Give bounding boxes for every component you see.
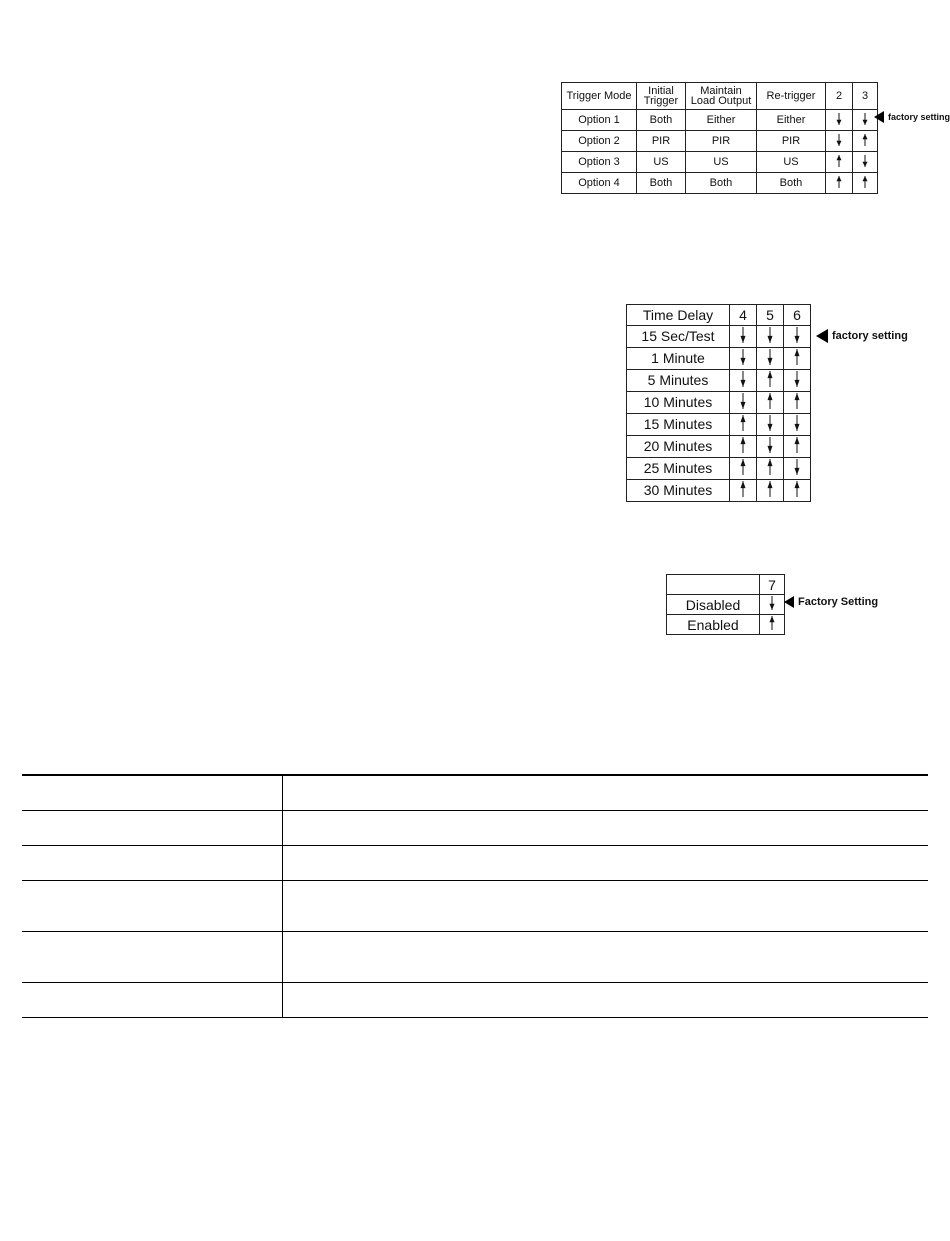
arrow-up-icon xyxy=(793,392,801,410)
switch-5-cell xyxy=(757,457,784,479)
column-header: 6 xyxy=(784,305,811,326)
time-delay-table xyxy=(626,304,811,502)
arrow-up-icon xyxy=(739,436,747,454)
column-header: 2 xyxy=(826,83,853,110)
maintain-load-cell: Both xyxy=(686,173,757,194)
table-cell xyxy=(283,881,929,932)
switch-6-cell xyxy=(784,347,811,369)
arrow-up-icon xyxy=(793,436,801,454)
enable-state-cell: Enabled xyxy=(667,615,760,635)
table-cell xyxy=(283,811,929,846)
table-cell xyxy=(283,983,929,1018)
table-row xyxy=(22,983,928,1018)
table-cell xyxy=(22,846,283,881)
arrow-up-icon xyxy=(739,414,747,432)
table-row xyxy=(22,846,928,881)
switch-4-cell xyxy=(730,325,757,347)
switch-3-cell xyxy=(853,131,878,152)
arrow-left-icon xyxy=(784,596,794,608)
initial-trigger-cell: Both xyxy=(637,110,686,131)
switch-6-cell xyxy=(784,435,811,457)
arrow-down-icon xyxy=(861,154,869,168)
table-row xyxy=(667,615,785,635)
arrow-up-icon xyxy=(861,175,869,189)
switch-5-cell xyxy=(757,479,784,501)
switch-5-cell xyxy=(757,435,784,457)
table-row xyxy=(562,173,878,194)
arrow-up-icon xyxy=(739,480,747,498)
retrigger-cell: Either xyxy=(757,110,826,131)
arrow-down-icon xyxy=(793,326,801,344)
arrow-up-icon xyxy=(766,392,774,410)
table-cell xyxy=(283,932,929,983)
column-header: 4 xyxy=(730,305,757,326)
enable-table xyxy=(666,574,785,635)
time-delay-cell: 25 Minutes xyxy=(627,457,730,479)
switch-2-cell xyxy=(826,131,853,152)
switch-6-cell xyxy=(784,325,811,347)
time-delay-cell: 30 Minutes xyxy=(627,479,730,501)
column-header: Re-trigger xyxy=(757,83,826,110)
switch-3-cell xyxy=(853,152,878,173)
column-header xyxy=(667,575,760,595)
switch-6-cell xyxy=(784,457,811,479)
arrow-down-icon xyxy=(739,370,747,388)
column-header: 5 xyxy=(757,305,784,326)
switch-7-cell xyxy=(760,615,785,635)
table-row xyxy=(627,413,811,435)
maintain-load-cell: Either xyxy=(686,110,757,131)
switch-6-cell xyxy=(784,479,811,501)
table-cell xyxy=(283,775,929,811)
table-row xyxy=(627,347,811,369)
switch-4-cell xyxy=(730,479,757,501)
trigger-mode-cell: Option 4 xyxy=(562,173,637,194)
switch-4-cell xyxy=(730,457,757,479)
retrigger-cell: PIR xyxy=(757,131,826,152)
table-row xyxy=(562,152,878,173)
time-delay-cell: 1 Minute xyxy=(627,347,730,369)
factory-setting-label: Factory Setting xyxy=(798,596,879,608)
table-row xyxy=(22,881,928,932)
switch-4-cell xyxy=(730,369,757,391)
switch-5-cell xyxy=(757,369,784,391)
switch-5-cell xyxy=(757,347,784,369)
table-cell xyxy=(22,775,283,811)
table-row xyxy=(667,595,785,615)
table-header-row xyxy=(562,83,878,110)
arrow-down-icon xyxy=(835,112,843,126)
table-header-row xyxy=(627,305,811,326)
arrow-up-icon xyxy=(766,370,774,388)
arrow-up-icon xyxy=(766,480,774,498)
retrigger-cell: Both xyxy=(757,173,826,194)
switch-5-cell xyxy=(757,391,784,413)
enable-factory-setting xyxy=(784,596,878,608)
arrow-up-icon xyxy=(861,133,869,147)
table-row xyxy=(627,457,811,479)
column-header: Maintain Load Output xyxy=(686,83,757,110)
arrow-left-icon xyxy=(816,329,828,343)
switch-2-cell xyxy=(826,152,853,173)
time-delay-cell: 5 Minutes xyxy=(627,369,730,391)
switch-6-cell xyxy=(784,369,811,391)
table-row xyxy=(22,775,928,811)
time-delay-cell: 20 Minutes xyxy=(627,435,730,457)
initial-trigger-cell: US xyxy=(637,152,686,173)
time-delay-cell: 15 Minutes xyxy=(627,413,730,435)
arrow-down-icon xyxy=(766,326,774,344)
column-header: Initial Trigger xyxy=(637,83,686,110)
maintain-load-cell: US xyxy=(686,152,757,173)
switch-5-cell xyxy=(757,325,784,347)
arrow-down-icon xyxy=(766,414,774,432)
switch-4-cell xyxy=(730,435,757,457)
trigger-mode-cell: Option 3 xyxy=(562,152,637,173)
switch-6-cell xyxy=(784,413,811,435)
delay-factory-setting xyxy=(816,329,908,343)
arrow-up-icon xyxy=(768,615,776,631)
column-header: Time Delay xyxy=(627,305,730,326)
arrow-up-icon xyxy=(739,458,747,476)
switch-4-cell xyxy=(730,391,757,413)
arrow-down-icon xyxy=(835,133,843,147)
table-cell xyxy=(22,932,283,983)
column-header: Trigger Mode xyxy=(562,83,637,110)
arrow-down-icon xyxy=(793,414,801,432)
arrow-down-icon xyxy=(766,436,774,454)
table-cell xyxy=(22,983,283,1018)
column-header: 3 xyxy=(853,83,878,110)
arrow-down-icon xyxy=(861,112,869,126)
switch-6-cell xyxy=(784,391,811,413)
factory-setting-label: factory setting xyxy=(832,330,908,342)
trigger-mode-cell: Option 1 xyxy=(562,110,637,131)
initial-trigger-cell: PIR xyxy=(637,131,686,152)
table-cell xyxy=(22,811,283,846)
table-row xyxy=(562,131,878,152)
table-row xyxy=(627,369,811,391)
column-header: 7 xyxy=(760,575,785,595)
arrow-left-icon xyxy=(874,111,884,123)
arrow-up-icon xyxy=(835,154,843,168)
table-header-row xyxy=(667,575,785,595)
switch-3-cell xyxy=(853,173,878,194)
maintain-load-cell: PIR xyxy=(686,131,757,152)
trigger-mode-cell: Option 2 xyxy=(562,131,637,152)
description-table xyxy=(22,774,928,1018)
trigger-factory-setting xyxy=(874,111,950,123)
table-row xyxy=(562,110,878,131)
switch-7-cell xyxy=(760,595,785,615)
arrow-down-icon xyxy=(793,458,801,476)
factory-setting-label: factory setting xyxy=(888,112,950,122)
arrow-up-icon xyxy=(793,480,801,498)
switch-4-cell xyxy=(730,347,757,369)
time-delay-cell: 10 Minutes xyxy=(627,391,730,413)
switch-2-cell xyxy=(826,173,853,194)
switch-4-cell xyxy=(730,413,757,435)
table-row xyxy=(627,391,811,413)
initial-trigger-cell: Both xyxy=(637,173,686,194)
arrow-down-icon xyxy=(739,326,747,344)
arrow-down-icon xyxy=(793,370,801,388)
retrigger-cell: US xyxy=(757,152,826,173)
arrow-up-icon xyxy=(835,175,843,189)
table-row xyxy=(22,811,928,846)
arrow-down-icon xyxy=(739,392,747,410)
time-delay-cell: 15 Sec/Test xyxy=(627,325,730,347)
arrow-down-icon xyxy=(766,348,774,366)
table-cell xyxy=(22,881,283,932)
arrow-up-icon xyxy=(793,348,801,366)
switch-2-cell xyxy=(826,110,853,131)
table-row xyxy=(22,932,928,983)
table-row xyxy=(627,435,811,457)
arrow-down-icon xyxy=(739,348,747,366)
enable-state-cell: Disabled xyxy=(667,595,760,615)
arrow-down-icon xyxy=(768,595,776,611)
table-row xyxy=(627,479,811,501)
arrow-up-icon xyxy=(766,458,774,476)
switch-5-cell xyxy=(757,413,784,435)
trigger-mode-table xyxy=(561,82,878,194)
table-row xyxy=(627,325,811,347)
table-cell xyxy=(283,846,929,881)
